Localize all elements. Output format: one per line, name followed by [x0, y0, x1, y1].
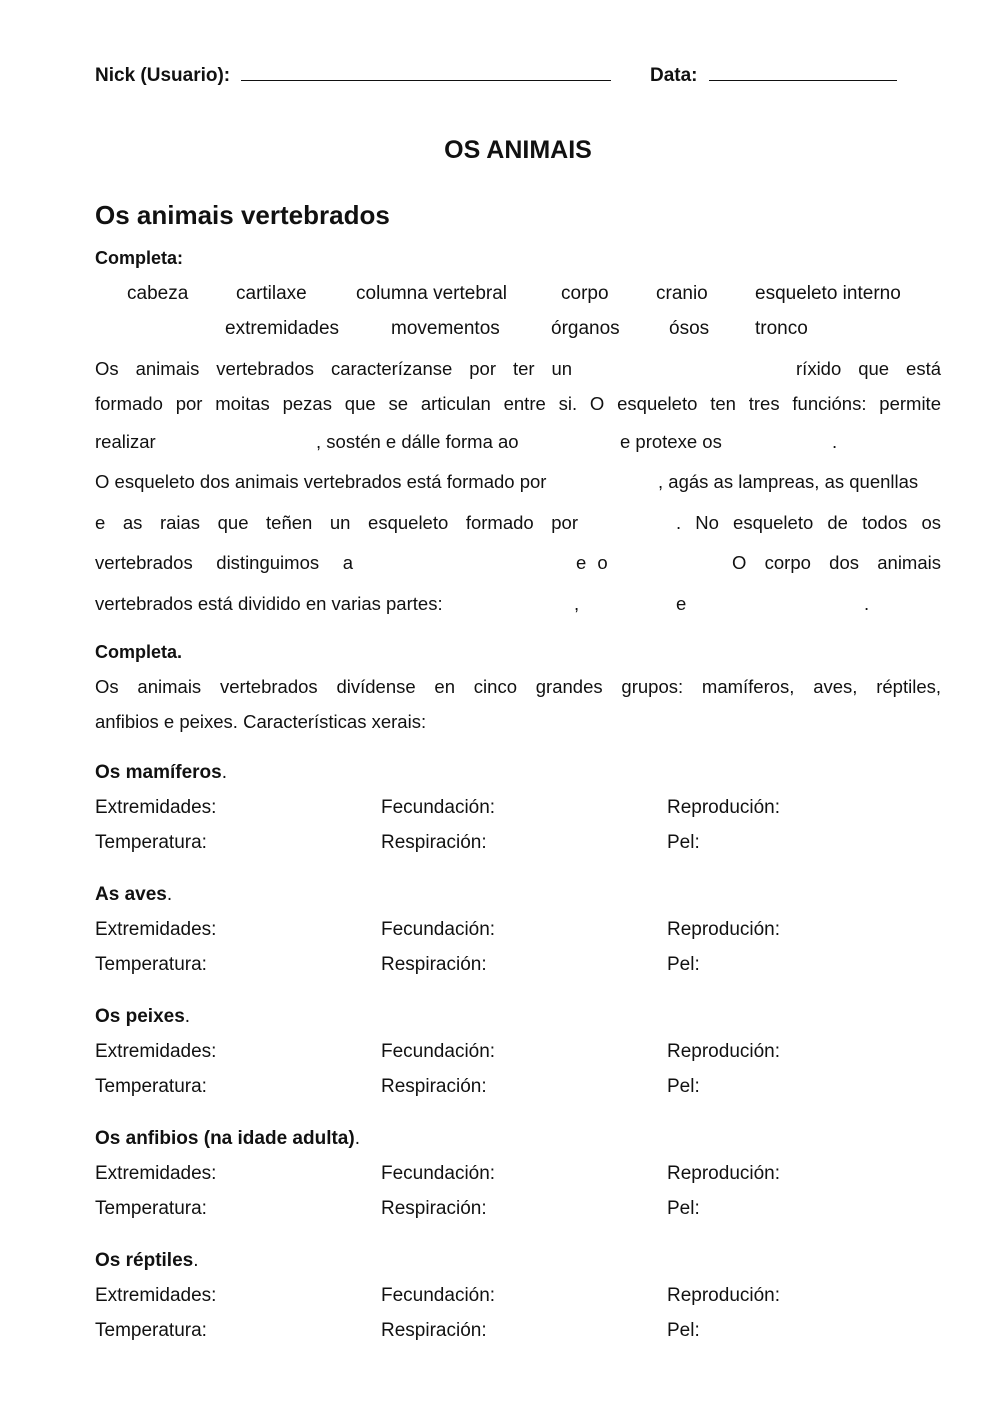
text-fragment: realizar — [95, 431, 156, 452]
text-fragment: vertebrados está dividido en varias partes: — [95, 593, 443, 614]
blank-input[interactable] — [165, 431, 315, 451]
date-input-line[interactable] — [709, 64, 897, 81]
blank-input[interactable] — [614, 552, 724, 572]
text-fragment: , sostén e dálle forma ao — [316, 431, 519, 452]
field-label-temperatura: Temperatura: — [95, 1076, 207, 1097]
field-label-extremidades: Extremidades: — [95, 919, 217, 940]
field-label-respiracion: Respiración: — [381, 1198, 487, 1219]
word-bank-item: tronco — [755, 318, 808, 339]
group-title — [95, 1006, 190, 1028]
field-label-reproducion: Reprodución: — [667, 797, 781, 818]
group-name: As aves — [95, 884, 167, 905]
text-fragment: O esqueleto dos animais vertebrados está formado por — [95, 471, 547, 492]
field-label-extremidades: Extremidades: — [95, 1285, 217, 1306]
paragraph-line: . No esqueleto de todos os — [676, 512, 941, 533]
field-label-fecundacion: Fecundación: — [381, 919, 496, 940]
group-name-suffix: . — [354, 1128, 360, 1149]
text-fragment: . — [864, 593, 870, 614]
word-bank-item: órganos — [551, 318, 620, 339]
intro-line: Os animais vertebrados divídense en cinco grandes grupos: mamíferos, aves, réptiles, — [95, 676, 941, 697]
blank-input[interactable] — [589, 355, 779, 375]
text-fragment: Os animais vertebrados caracterízanse por ter un — [95, 358, 573, 379]
header — [95, 64, 897, 87]
field-label-temperatura: Temperatura: — [95, 1198, 207, 1219]
word-bank-item: extremidades — [225, 318, 340, 339]
intro-line: anfibios e peixes. Características xerais: — [95, 711, 427, 732]
group-title — [95, 884, 172, 906]
page-title: OS ANIMAIS — [444, 136, 592, 164]
section-heading: Os animais vertebrados — [95, 200, 390, 230]
text-fragment: ríxido que está — [796, 358, 942, 379]
field-label-reproducion: Reprodución: — [667, 919, 781, 940]
field-label-reproducion: Reprodución: — [667, 1285, 781, 1306]
field-label-temperatura: Temperatura: — [95, 1320, 207, 1341]
field-label-temperatura: Temperatura: — [95, 954, 207, 975]
field-label-extremidades: Extremidades: — [95, 797, 217, 818]
nick-input-line[interactable] — [241, 64, 611, 81]
paragraph-line: e as raias que teñen un esqueleto formado por — [95, 512, 578, 533]
group-name-suffix: . — [221, 762, 228, 783]
field-label-pel: Pel: — [667, 1076, 700, 1097]
blank-input[interactable] — [580, 512, 672, 532]
word-bank-item: esqueleto interno — [755, 283, 901, 304]
paragraph-line: formado por moitas pezas que se articulan entre si. O esqueleto ten tres funcións: permite — [95, 393, 941, 414]
group-name: Os réptiles — [95, 1250, 194, 1271]
field-label-extremidades: Extremidades: — [95, 1041, 217, 1062]
group-title — [95, 1250, 199, 1272]
word-bank-item: cranio — [656, 283, 708, 304]
field-label-fecundacion: Fecundación: — [381, 797, 496, 818]
text-fragment: , agás as lampreas, as quenllas — [658, 471, 919, 492]
word-bank-item: corpo — [561, 283, 609, 304]
field-label-reproducion: Reprodución: — [667, 1163, 781, 1184]
group-name: Os mamíferos — [95, 762, 222, 783]
field-label-fecundacion: Fecundación: — [381, 1285, 496, 1306]
blank-input[interactable] — [356, 552, 570, 572]
word-bank-item: columna vertebral — [356, 283, 508, 304]
blank-input[interactable] — [592, 471, 656, 491]
text-fragment: e protexe os — [620, 431, 722, 452]
blank-input[interactable] — [736, 431, 830, 451]
word-bank-item: movementos — [391, 318, 500, 339]
field-label-pel: Pel: — [667, 954, 700, 975]
blank-input[interactable] — [586, 593, 672, 613]
word-bank-item: cartilaxe — [236, 283, 307, 304]
field-label-extremidades: Extremidades: — [95, 1163, 217, 1184]
exercise1-instruction: Completa: — [95, 248, 184, 268]
text-fragment: . — [832, 431, 838, 452]
group-name-suffix: . — [184, 1006, 191, 1027]
group-title — [95, 762, 227, 784]
blank-input[interactable] — [694, 593, 860, 613]
field-label-respiracion: Respiración: — [381, 832, 487, 853]
group-name: Os anfibios (na idade adulta) — [95, 1128, 355, 1149]
group-name-suffix: . — [166, 884, 173, 905]
date-label: Data: — [649, 65, 698, 86]
group-title — [95, 1128, 360, 1150]
blank-input[interactable] — [478, 593, 572, 613]
word-bank-item: ósos — [669, 318, 710, 339]
exercise2-instruction: Completa. — [95, 642, 183, 662]
field-label-pel: Pel: — [667, 832, 700, 853]
field-label-pel: Pel: — [667, 1320, 700, 1341]
paragraph-line — [95, 355, 941, 380]
paragraph-line: vertebrados distinguimos a — [95, 552, 353, 573]
text-fragment: e o — [576, 552, 608, 573]
paragraph-line: O corpo dos animais — [732, 552, 941, 573]
nick-label: Nick (Usuario): — [95, 65, 231, 86]
field-label-respiracion: Respiración: — [381, 1076, 487, 1097]
field-label-fecundacion: Fecundación: — [381, 1041, 496, 1062]
text-fragment: e — [676, 593, 687, 614]
field-label-respiracion: Respiración: — [381, 1320, 487, 1341]
word-bank-item: cabeza — [127, 283, 189, 304]
field-label-respiracion: Respiración: — [381, 954, 487, 975]
field-label-reproducion: Reprodución: — [667, 1041, 781, 1062]
group-name: Os peixes — [95, 1006, 185, 1027]
field-label-pel: Pel: — [667, 1198, 700, 1219]
field-label-fecundacion: Fecundación: — [381, 1163, 496, 1184]
text-fragment: , — [574, 593, 580, 614]
group-name-suffix: . — [193, 1250, 199, 1271]
field-label-temperatura: Temperatura: — [95, 832, 207, 853]
blank-input[interactable] — [543, 431, 613, 451]
